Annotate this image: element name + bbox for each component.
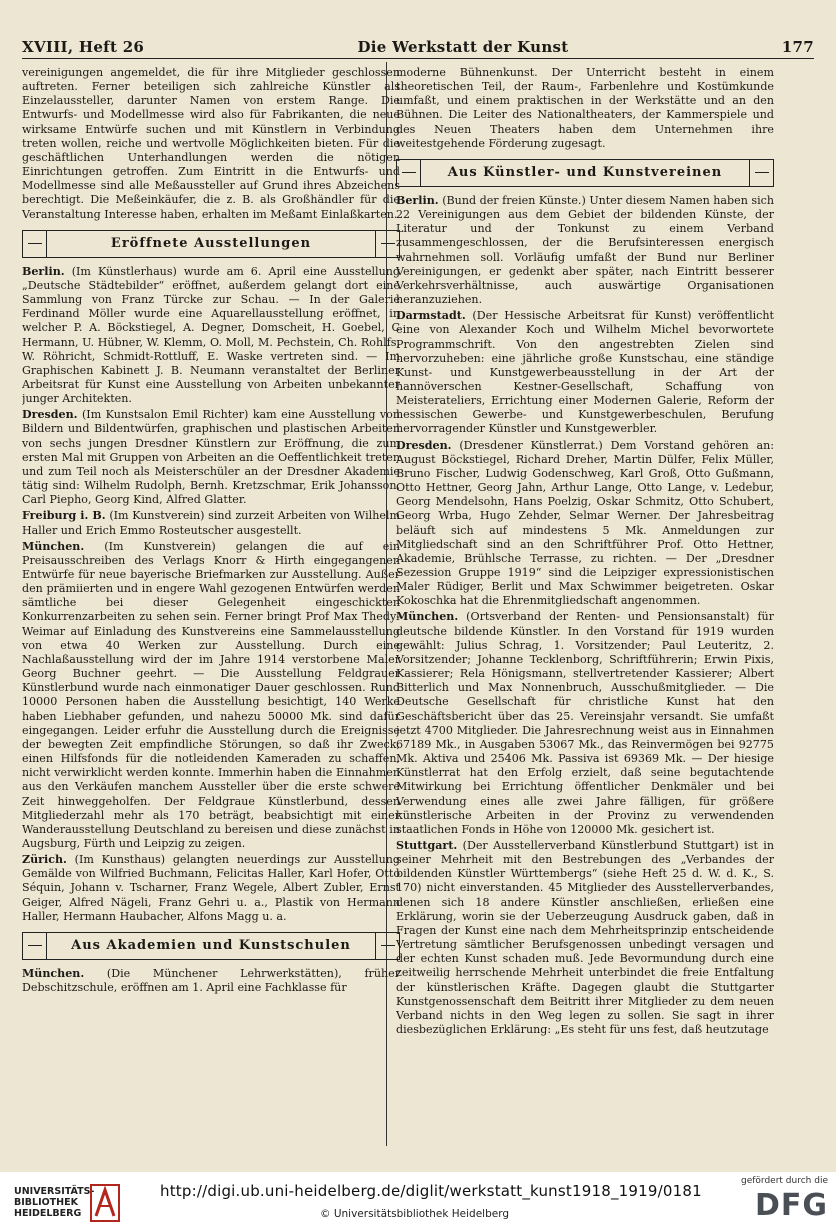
entry-berlin [396,194,774,307]
section-heading-eroeffnete-ausstellungen [22,230,400,258]
entry-zuerich [22,853,400,924]
left-column [22,66,400,1146]
heading-ornament-left [23,933,47,959]
section-title: Aus Akademien und Kunstschulen [71,937,351,953]
entry-text: (Die Münchener Lehrwerkstätten), früher Debschitzschule, eröffnen am 1. April eine Fachklasse für [22,966,400,995]
library-logo[interactable] [6,1180,126,1224]
entry-text: (Ortsverband der Renten- und Pensionsanstalt) für deutsche bildende Künstler. In den Vorstand für 1919 wurden gewählt: Julius Schrag, 1. Vorsitzender; Paul Leuteritz, 2. Vorsitzender; Johanne Tecklenborg, Schriftführerin; Erwin Pixis, Kassierer; Rela Hönigsmann, stellvertretender Kassierer; Albert Bitterlich und Max Nonnenbruch, Ausschußmitglieder. — Die Deutsche Gesellschaft für christliche Kunst hat den Geschäftsbericht über das 25. Vereinsjahr versandt. Sie umfaßt jetzt 4700 Mitglieder. Die Jahresrechnung weist aus in Einnahmen 67189 Mk., in Ausgaben 53067 Mk., das Reinvermögen bei 92775 Mk. Aktiva und 25406 Mk. Passiva ist 69369 Mk. — Der hiesige Künstlerrat hat den Erfolg erzielt, daß seine begutachtende Mitwirkung bei Errichtung öffentlicher Denkmäler und bei Verwendung eines alle zwei Jahre fälligen, für größere künstlerische Arbeiten in der Provinz zu verwendenden staatlichen Fonds in Höhe von 120000 Mk. gesichert ist. [396,610,774,836]
journal-title: Die Werkstatt der Kunst [357,38,569,56]
entry-dresden [22,408,400,507]
heading-ornament-left [23,231,47,257]
place-name: München. [22,966,85,980]
dfg-logo[interactable]: DFG [754,1188,828,1223]
heading-ornament-left [397,160,421,186]
section-title: Eröffnete Ausstellungen [110,235,312,251]
library-emblem-icon [90,1184,120,1222]
place-name: Berlin. [22,264,65,278]
entry-text: (Der Ausstellerverband Künstlerbund Stuttgart) ist in seiner Mehrheit mit den Bestrebungen des „Verbandes der bildenden Künstler Württembergs“ (siehe Heft 25 d. W. d. K., S. 170) nicht einverstanden. 45 Mitglieder des Ausstellerverbandes, denen sich 18 andere Künstler anschließen, erließen eine Erklärung, worin sie der Ueberzeugung Ausdruck gaben, daß in Fragen der Kunst eine nach dem Mehrheitsprinzip entscheidende Vertretung sämtlicher Berufsgenossen unbedingt versagen und der echten Kunst schaden muß. Jede Bevormundung durch eine zeitweilig herrschende Mehrheit unterbindet die freie Entfaltung der künstlerischen Kräfte. Dagegen glaubt die Stuttgarter Kunstgenossenschaft dem Beitritt ihrer Mitglieder zu dem neuen Verband nichts in den Weg legen zu sollen. Sie sagt in ihrer diesbezüglichen Erklärung: „Es steht für uns fest, daß heutzutage [396,838,774,1036]
entry-dresden [396,439,774,609]
entry-stuttgart [396,839,774,1037]
place-name: Zürich. [22,853,67,867]
entry-text: (Bund der freien Künste.) Unter diesem Namen haben sich 22 Vereinigungen aus dem Gebiet der bildenden Künste, der Literatur und der Tonkunst zu einem Verband zusammengeschlossen, der die Berufsinteressen energisch wahrnehmen soll. Vorläufig umfaßt der Bund nur Berliner Vereinigungen, er gedenkt aber später, nach Eintritt besserer Verkehrsverhältnisse, auch auswärtige Organisationen heranzuziehen. [396,193,774,307]
entry-darmstadt [396,309,774,436]
volume-label: XVIII, Heft 26 [22,38,145,56]
copyright-notice: © Universitätsbibliothek Heidelberg [320,1208,510,1220]
library-name [14,1186,94,1219]
funding-note: gefördert durch die [741,1176,828,1186]
entry-text: (Im Kunsthaus) gelangten neuerdings zur Ausstellung Gemälde von Wilfried Buchmann, Felicitas Haller, Karl Hofer, Otto Séquin, Johann v. Tscharner, Franz Wegele, Albert Zubler, Ernst Geiger, Alfred Nägeli, Franz Gehri u. a., Plastik von Hermann Haller, Hermann Haubacher, Alfons Magg u. a. [22,853,400,923]
place-name: München. [22,539,85,553]
place-name: München. [396,610,459,624]
place-name: Darmstadt. [396,309,466,323]
place-name: Dresden. [396,438,452,452]
entry-text: (Im Kunstverein) sind zurzeit Arbeiten von Wilhelm Haller und Erich Emmo Rosteutscher ausgestellt. [22,509,400,537]
paragraph: moderne Bühnenkunst. Der Unterricht besteht in einem theoretischen Teil, der Raum-, Farbenlehre und Kostümkunde umfaßt, und einem praktischen in der Werkstätte und an den Bühnen. Die Leiter des Nationaltheaters, der Kammerspiele und des Neuen Theaters haben dem Unternehmen ihre weitestgehende Förderung zugesagt. [396,66,774,150]
entry-text: (Im Kunstsalon Emil Richter) kam eine Ausstellung von Bildern und Bildentwürfen, graphischen und plastischen Arbeiten von sechs jungen Dresdner Künstlern zur Eröffnung, die zum ersten Mal mit Gruppen von Arbeiten an die Oeffentlichkeit treten und zum Teil noch als Meisterschüler an der Dresdner Akademie tätig sind: Wilhelm Rudolph, Bernh. Kretzschmar, Erik Johansson, Carl Piepho, Georg Kind, Alfred Glatter. [22,408,400,507]
entry-muenchen [396,610,774,837]
library-name-line: BIBLIOTHEK [14,1197,78,1208]
library-name-line: UNIVERSITÄTS- [14,1186,95,1197]
right-column [396,66,774,1146]
place-name: Berlin. [396,193,439,207]
place-name: Stuttgart. [396,838,458,852]
header-rule [22,58,814,59]
entry-berlin [22,265,400,407]
entry-muenchen-lehrwerkstaetten [22,967,400,995]
entry-muenchen [22,540,400,851]
paragraph: vereinigungen angemeldet, die für ihre Mitglieder geschlossen auftreten. Ferner beteiligen sich zahlreiche Künstler als Einzelaussteller, darunter Namen von erstem Range. Die Entwurfs- und Modellmesse wird also für Fabrikanten, die neue wirksame Entwürfe suchen und mit Künstlern in Verbindung treten wollen, reiche und wertvolle Möglichkeiten bieten. Für die geschäftlichen Unterhandlungen werden die nötigen Einrichtungen getroffen. Zum Eintritt in die Entwurfs- und Modellmesse sind alle Meßaussteller auf Grund ihres Abzeichens berechtigt. Die Meßeinkäufer, die z. B. als Großhändler für die Veranstaltung Interesse haben, erhalten im Meßamt Einlaßkarten. [22,66,400,221]
place-name: Dresden. [22,408,78,422]
entry-text: (Im Künstlerhaus) wurde am 6. April eine Ausstellung „Deutsche Städtebilder“ eröffnet, außerdem gelangt dort eine Sammlung von Franz Türcke zur Schau. — In der Galerie Ferdinand Möller wurde eine Aquarellausstellung eröffnet, in welcher P. A. Böckstiegel, A. Degner, Domscheit, H. Goebel, C Hermann, U. Hübner, W. Klemm, O. Moll, M. Pechstein, Ch. Rohlfs, W. Röhricht, Schmidt-Rottluff, E. Waske vertreten sind. — Im Graphischen Kabinett J. B. Neumann veranstaltet der Berliner Arbeitsrat für Kunst eine Ausstellung von Arbeiten unbekannter junger Architekten. [22,264,400,406]
permalink-url[interactable]: http://digi.ub.uni-heidelberg.de/diglit/werkstatt_kunst1918_1919/0181 [160,1182,702,1200]
library-name-line: HEIDELBERG [14,1208,82,1219]
page-number: 177 [781,38,814,56]
entry-text: (Der Hessische Arbeitsrat für Kunst) veröffentlicht eine von Alexander Koch und Wilhelm Michel bevorwortete Programmschrift. Von den angestrebten Zielen sind hervorzuheben: eine jährliche große Kunstschau, eine ständige Kunst- und Kunstgewerbeausstellung in der Art der hannöverschen Kestner-Gesellschaft, Schaffung von Meisterateliers, Errichtung einer Modernen Galerie, Reform der hessischen Gewerbe- und Kunstgewerbeschulen, Berufung hervorragender Künstler und Kunstgewerbler. [396,309,774,436]
place-name: Freiburg i. B. [22,509,106,523]
entry-text: (Im Kunstverein) gelangen die auf ein Preisausschreiben des Verlags Knorr & Hirth eingegangenen Entwürfe für neue bayerische Briefmarken zur Ausstellung. Außer den prämiierten und in engere Wahl gezogenen Entwürfen werden sämtliche bei dieser Gelegenheit eingeschickten Konkurrenzarbeiten zu sehen sein. Ferner bringt Prof Max Thedy-Weimar auf Einladung des Kunstvereins eine Sammelausstellung von etwa 40 Werken zur Ausstellung. Durch eine Nachlaßausstellung wird der im Jahre 1914 verstorbene Maler Georg Buchner geehrt. — Die Ausstellung Feldgrauer Künstlerbund wurde nach einmonatiger Dauer geschlossen. Rund 10000 Personen haben die Ausstellung besichtigt, 140 Werke haben Liebhaber gefunden, und nahezu 50000 Mk. sind dafür eingegangen. Leider erfuhr die Ausstellung durch die Ereignisse der bewegten Zeit empfindliche Störungen, so daß ihr Zweck, einen Hilfsfonds für die notleidenden Kameraden zu schaffen, nicht verwirklicht werden konnte. Immerhin haben die Einnahmen aus den Verkäufen manchem Aussteller über die erste schwere Zeit hinweggeholfen. Der Feldgraue Künstlerbund, dessen Mitgliederzahl mehr als 170 beträgt, beabsichtigt mit einer Wanderausstellung Deutschland zu bereisen und diese zunächst in Augsburg, Fürth und Leipzig zu zeigen. [22,539,400,850]
running-header [22,30,814,56]
entry-freiburg [22,509,400,537]
viewer-footer [0,1172,836,1230]
heading-ornament-right [749,160,773,186]
entry-text: (Dresdener Künstlerrat.) Dem Vorstand gehören an: August Böckstiegel, Richard Dreher, Martin Dülfer, Felix Müller, Bruno Fischer, Ludwig Godenschweg, Karl Groß, Otto Gußmann, Otto Hettner, Georg Jahn, Arthur Lange, Otto Lange, v. Ledebur, Georg Mendelsohn, Hans Poelzig, Oskar Schmitz, Otto Schubert, Georg Wrba, Hugo Zehder, Selmar Werner. Der Jahresbeitrag beläuft sich auf mindestens 5 Mk. Anmeldungen zur Mitgliedschaft sind an den Schriftführer Prof. Otto Hettner, Akademie, Brühlsche Terrasse, zu richten. — Der „Dresdner Sezession Gruppe 1919“ sind die Leipziger expressionistischen Maler Rüdiger, Berlit und Max Schwimmer beigetreten. Oskar Kokoschka hat die Ehrenmitgliedschaft angenommen. [396,438,774,608]
section-title: Aus Künstler- und Kunstvereinen [447,164,723,180]
section-heading-kuenstlervereine [396,159,774,187]
section-heading-akademien [22,932,400,960]
